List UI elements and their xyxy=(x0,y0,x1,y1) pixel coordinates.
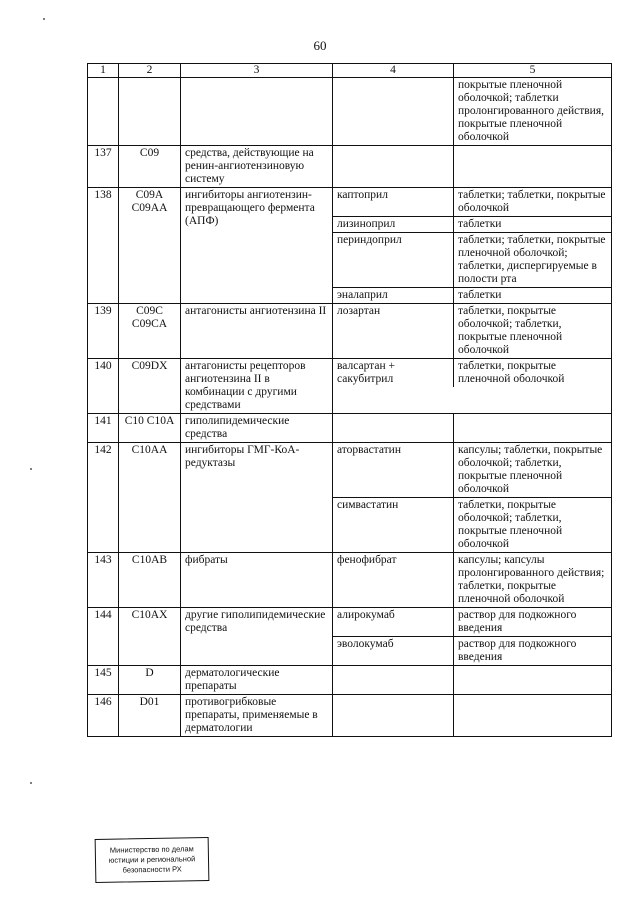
drug-row xyxy=(333,359,611,387)
dosage-form-cell: капсулы; капсулы пролонгированного действия; таблетки, покрытые пленочной оболочкой xyxy=(458,554,605,605)
table-row xyxy=(88,553,612,608)
dosage-form-cell xyxy=(454,695,612,737)
drug-row xyxy=(333,608,611,637)
drug-name-cell: симвастатин xyxy=(333,498,454,553)
row-number-cell: 146 xyxy=(88,695,119,737)
group-name-cell: гиполипидемические средства xyxy=(181,414,333,443)
drug-row xyxy=(333,443,611,498)
column-header: 3 xyxy=(181,64,333,78)
row-number-cell: 144 xyxy=(88,608,119,666)
drug-name-cell xyxy=(333,78,454,146)
drug-row xyxy=(333,553,611,607)
dosage-form-cell: таблетки xyxy=(458,289,502,301)
row-number-cell: 138 xyxy=(88,188,119,304)
group-name-cell: другие гиполипидемические средства xyxy=(181,608,333,666)
dosage-form-cell: таблетки, покрытые оболочкой; таблетки, покрытые пленочной оболочкой xyxy=(458,499,563,550)
drug-name-cell xyxy=(333,695,454,737)
drug-name-cell: лозартан xyxy=(333,304,454,358)
row-number-cell xyxy=(88,78,119,146)
group-name-cell: ингибиторы ангиотензин-превращающего фермента (АПФ) xyxy=(181,188,333,304)
atc-code-cell xyxy=(119,78,181,146)
dosage-form-cell: таблетки, покрытые оболочкой; таблетки, покрытые пленочной оболочкой xyxy=(458,305,563,356)
drug-subtable xyxy=(333,553,611,607)
scan-speck xyxy=(30,782,32,784)
table-row xyxy=(88,188,612,304)
row-number-cell: 141 xyxy=(88,414,119,443)
dosage-form-cell xyxy=(454,146,612,188)
scan-speck xyxy=(43,18,45,20)
column-header: 1 xyxy=(88,64,119,78)
drug-name-cell: каптоприл xyxy=(333,188,454,217)
group-name-cell: антагонисты рецепторов ангиотензина II в комбинации с другими средствами xyxy=(181,359,333,414)
dosage-form-cell: таблетки, покрытые пленочной оболочкой xyxy=(458,360,565,385)
atc-code-cell: C09C C09CA xyxy=(119,304,181,359)
row-number-cell: 145 xyxy=(88,666,119,695)
group-name-cell: ингибиторы ГМГ-КоА-редуктазы xyxy=(181,443,333,553)
page-number: 60 xyxy=(313,38,327,53)
drug-name-cell xyxy=(333,414,454,443)
drug-name-cell: лизиноприл xyxy=(333,217,454,233)
drug-details-cell xyxy=(333,443,612,553)
stamp-line: Министерство по делам xyxy=(109,844,194,855)
drug-name-cell: фенофибрат xyxy=(333,553,454,607)
drug-name-cell: периндоприл xyxy=(333,233,454,288)
dosage-form-cell: таблетки xyxy=(454,217,612,233)
medicine-list-table xyxy=(87,63,612,737)
drug-details-cell xyxy=(333,359,612,414)
drug-subtable xyxy=(333,359,611,387)
drug-name-cell xyxy=(333,666,454,695)
atc-code-cell: C10AX xyxy=(119,608,181,666)
dosage-form-cell: раствор для подкожного введения xyxy=(454,608,612,637)
drug-name-cell: алирокумаб xyxy=(333,608,454,637)
drug-row xyxy=(333,288,611,304)
dosage-form-cell xyxy=(454,414,612,443)
drug-subtable xyxy=(333,443,611,552)
dosage-form-cell xyxy=(454,666,612,695)
continuation-row xyxy=(88,78,612,146)
stamp-line: безопасности РХ xyxy=(122,864,182,875)
drug-subtable xyxy=(333,304,611,358)
drug-row xyxy=(333,637,611,666)
scan-speck xyxy=(30,468,32,470)
drug-subtable xyxy=(333,608,611,665)
drug-name-cell xyxy=(333,146,454,188)
drug-row xyxy=(333,188,611,217)
drug-name-cell: аторвастатин xyxy=(333,443,454,498)
dosage-form-cell: таблетки; таблетки, покрытые пленочной оболочкой; таблетки, диспергируемые в полости рта xyxy=(454,233,612,288)
atc-code-cell: C09DX xyxy=(119,359,181,414)
table-row xyxy=(88,414,612,443)
atc-code-cell: C10AB xyxy=(119,553,181,608)
column-header: 4 xyxy=(333,64,454,78)
row-number-cell: 142 xyxy=(88,443,119,553)
table-row xyxy=(88,359,612,414)
group-name-cell: средства, действующие на ренин-ангиотензиновую систему xyxy=(181,146,333,188)
atc-code-cell: D01 xyxy=(119,695,181,737)
table-row xyxy=(88,304,612,359)
group-name-cell: антагонисты ангиотензина II xyxy=(181,304,333,359)
group-name-cell xyxy=(181,78,333,146)
group-name-cell: дерматологические препараты xyxy=(181,666,333,695)
table-row xyxy=(88,443,612,553)
ministry-stamp xyxy=(95,837,210,883)
atc-code-cell: C09A C09AA xyxy=(119,188,181,304)
row-number-cell: 137 xyxy=(88,146,119,188)
group-name-cell: фибраты xyxy=(181,553,333,608)
drug-name-cell: валсартан + сакубитрил xyxy=(333,359,454,387)
table-row xyxy=(88,608,612,666)
dosage-form-cell: раствор для подкожного введения xyxy=(458,638,577,663)
dosage-form-cell: покрытые пленочной оболочкой; таблетки пролонгированного действия, покрытые пленочной оболочкой xyxy=(454,78,612,146)
column-header: 5 xyxy=(454,64,612,78)
column-header-row xyxy=(88,64,612,78)
column-header: 2 xyxy=(119,64,181,78)
group-name-cell: противогрибковые препараты, применяемые в дерматологии xyxy=(181,695,333,737)
atc-code-cell: D xyxy=(119,666,181,695)
drug-name-cell: эволокумаб xyxy=(333,637,454,666)
drug-details-cell xyxy=(333,553,612,608)
atc-code-cell: C10 C10A xyxy=(119,414,181,443)
dosage-form-cell: таблетки; таблетки, покрытые оболочкой xyxy=(454,188,612,217)
drug-name-cell: эналаприл xyxy=(333,288,454,304)
row-number-cell: 139 xyxy=(88,304,119,359)
drug-details-cell xyxy=(333,304,612,359)
drug-row xyxy=(333,304,611,358)
table-row xyxy=(88,695,612,737)
drug-row xyxy=(333,233,611,288)
row-number-cell: 140 xyxy=(88,359,119,414)
drug-details-cell xyxy=(333,608,612,666)
table-row xyxy=(88,666,612,695)
drug-details-cell xyxy=(333,188,612,304)
atc-code-cell: C10AA xyxy=(119,443,181,553)
drug-row xyxy=(333,498,611,553)
drug-row xyxy=(333,217,611,233)
drug-subtable xyxy=(333,188,611,303)
dosage-form-cell: капсулы; таблетки, покрытые оболочкой; таблетки, покрытые пленочной оболочкой xyxy=(454,443,612,498)
atc-code-cell: C09 xyxy=(119,146,181,188)
stamp-line: юстиции и региональной xyxy=(108,854,196,865)
row-number-cell: 143 xyxy=(88,553,119,608)
table-row xyxy=(88,146,612,188)
